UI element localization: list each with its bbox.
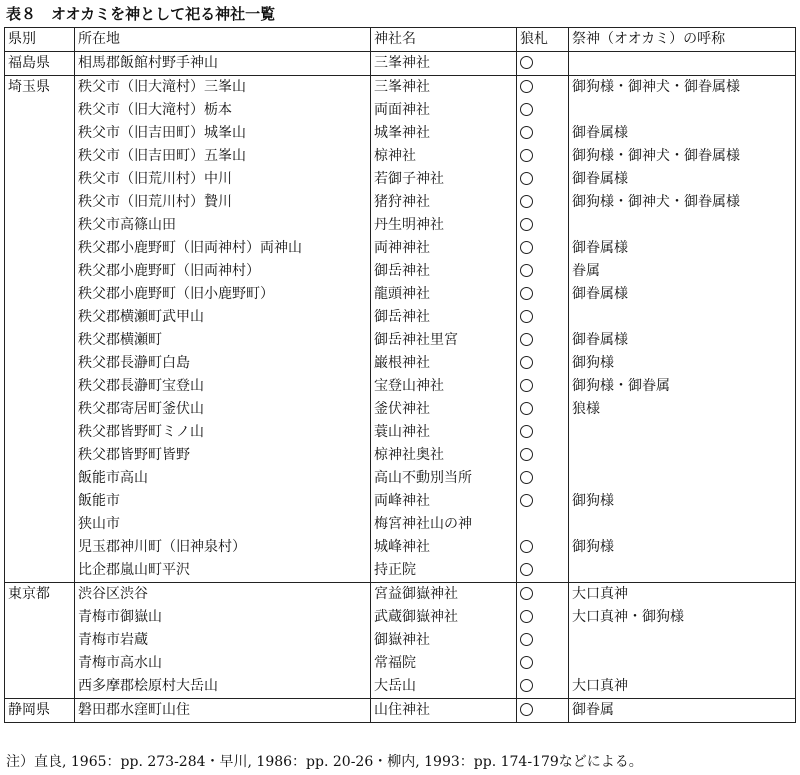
circle-mark-icon — [520, 218, 533, 231]
circle-mark-icon — [520, 656, 533, 669]
location-cell: 児玉郡神川町（旧神泉村） — [75, 536, 371, 559]
header-location: 所在地 — [75, 28, 371, 52]
shrine-table — [4, 27, 796, 723]
prefecture-cell — [5, 421, 75, 444]
prefecture-cell — [5, 444, 75, 467]
table-row — [5, 52, 796, 76]
prefecture-cell — [5, 559, 75, 583]
deity-name-cell: 御狗様・御神犬・御眷属様 — [569, 145, 796, 168]
location-cell: 青梅市高水山 — [75, 652, 371, 675]
wolf-talisman-cell — [517, 76, 569, 100]
circle-mark-icon — [520, 333, 533, 346]
deity-name-cell — [569, 214, 796, 237]
deity-name-cell: 御狗様・御神犬・御眷属様 — [569, 191, 796, 214]
table-row — [5, 467, 796, 490]
prefecture-cell — [5, 398, 75, 421]
prefecture-cell — [5, 237, 75, 260]
wolf-talisman-cell — [517, 122, 569, 145]
shrine-cell: 梅宮神社山の神 — [371, 513, 517, 536]
deity-name-cell: 御眷属様 — [569, 329, 796, 352]
location-cell: 秩父郡長瀞町白島 — [75, 352, 371, 375]
location-cell: 相馬郡飯館村野手神山 — [75, 52, 371, 76]
table-row — [5, 421, 796, 444]
prefecture-cell: 静岡県 — [5, 699, 75, 723]
prefecture-cell — [5, 122, 75, 145]
shrine-cell: 宮益御嶽神社 — [371, 583, 517, 607]
shrine-cell: 若御子神社 — [371, 168, 517, 191]
table-row — [5, 260, 796, 283]
prefecture-cell — [5, 214, 75, 237]
prefecture-cell — [5, 606, 75, 629]
shrine-cell: 常福院 — [371, 652, 517, 675]
location-cell: 秩父市高篠山田 — [75, 214, 371, 237]
location-cell: 渋谷区渋谷 — [75, 583, 371, 607]
location-cell: 狭山市 — [75, 513, 371, 536]
location-cell: 磐田郡水窪町山住 — [75, 699, 371, 723]
table-row — [5, 191, 796, 214]
circle-mark-icon — [520, 126, 533, 139]
table-row — [5, 99, 796, 122]
shrine-cell: 三峯神社 — [371, 76, 517, 100]
wolf-talisman-cell — [517, 444, 569, 467]
prefecture-cell — [5, 306, 75, 329]
wolf-talisman-cell — [517, 513, 569, 536]
table-row — [5, 306, 796, 329]
prefecture-cell — [5, 513, 75, 536]
wolf-talisman-cell — [517, 398, 569, 421]
circle-mark-icon — [520, 540, 533, 553]
table-row — [5, 606, 796, 629]
prefecture-cell — [5, 329, 75, 352]
circle-mark-icon — [520, 402, 533, 415]
wolf-talisman-cell — [517, 99, 569, 122]
shrine-cell: 三峯神社 — [371, 52, 517, 76]
table-row — [5, 652, 796, 675]
shrine-cell: 城峰神社 — [371, 536, 517, 559]
wolf-talisman-cell — [517, 329, 569, 352]
table-row — [5, 145, 796, 168]
circle-mark-icon — [520, 610, 533, 623]
table-title: 表８ オオカミを神として祀る神社一覧 — [6, 5, 276, 23]
location-cell: 青梅市岩蔵 — [75, 629, 371, 652]
shrine-cell: 釜伏神社 — [371, 398, 517, 421]
prefecture-cell — [5, 652, 75, 675]
location-cell: 秩父市（旧大滝村）栃本 — [75, 99, 371, 122]
table-row — [5, 283, 796, 306]
wolf-talisman-cell — [517, 652, 569, 675]
deity-name-cell: 御狗様 — [569, 490, 796, 513]
wolf-talisman-cell — [517, 421, 569, 444]
location-cell: 飯能市 — [75, 490, 371, 513]
deity-name-cell: 御眷属様 — [569, 168, 796, 191]
circle-mark-icon — [520, 195, 533, 208]
deity-name-cell: 大口真神・御狗様 — [569, 606, 796, 629]
shrine-cell: 武蔵御嶽神社 — [371, 606, 517, 629]
table-row — [5, 629, 796, 652]
deity-name-cell: 大口真神 — [569, 583, 796, 607]
header-deity-name: 祭神（オオカミ）の呼称 — [569, 28, 796, 52]
circle-mark-icon — [520, 633, 533, 646]
table-row — [5, 583, 796, 607]
prefecture-cell — [5, 490, 75, 513]
wolf-talisman-cell — [517, 467, 569, 490]
prefecture-cell — [5, 168, 75, 191]
table-row — [5, 214, 796, 237]
circle-mark-icon — [520, 149, 533, 162]
table-row — [5, 444, 796, 467]
shrine-cell: 両神神社 — [371, 237, 517, 260]
prefecture-cell: 東京都 — [5, 583, 75, 607]
table-row — [5, 352, 796, 375]
prefecture-cell: 埼玉県 — [5, 76, 75, 100]
shrine-cell: 両面神社 — [371, 99, 517, 122]
location-cell: 秩父郡皆野町皆野 — [75, 444, 371, 467]
location-cell: 秩父市（旧吉田町）城峯山 — [75, 122, 371, 145]
source-note: 注）直良, 1965：pp. 273-284・早川, 1986：pp. 20-26・柳内, 1993：pp. 174-179などによる。 — [6, 754, 643, 770]
wolf-talisman-cell — [517, 145, 569, 168]
table-row — [5, 329, 796, 352]
prefecture-cell — [5, 352, 75, 375]
circle-mark-icon — [520, 587, 533, 600]
prefecture-cell — [5, 675, 75, 699]
shrine-cell: 両峰神社 — [371, 490, 517, 513]
shrine-cell: 椋神社 — [371, 145, 517, 168]
deity-name-cell — [569, 629, 796, 652]
wolf-talisman-cell — [517, 191, 569, 214]
table-body — [5, 52, 796, 723]
shrine-cell: 御嶽神社 — [371, 629, 517, 652]
location-cell: 青梅市御嶽山 — [75, 606, 371, 629]
deity-name-cell — [569, 652, 796, 675]
wolf-talisman-cell — [517, 675, 569, 699]
circle-mark-icon — [520, 356, 533, 369]
circle-mark-icon — [520, 494, 533, 507]
location-cell: 秩父郡横瀬町 — [75, 329, 371, 352]
deity-name-cell: 御眷属様 — [569, 237, 796, 260]
table-row — [5, 237, 796, 260]
wolf-talisman-cell — [517, 583, 569, 607]
wolf-talisman-cell — [517, 168, 569, 191]
shrine-cell: 巌根神社 — [371, 352, 517, 375]
shrine-cell: 御岳神社 — [371, 260, 517, 283]
location-cell: 飯能市高山 — [75, 467, 371, 490]
header-wolf-talisman: 狼札 — [517, 28, 569, 52]
deity-name-cell — [569, 99, 796, 122]
deity-name-cell: 御眷属様 — [569, 283, 796, 306]
deity-name-cell — [569, 52, 796, 76]
location-cell: 秩父郡小鹿野町（旧小鹿野町） — [75, 283, 371, 306]
shrine-cell: 城峯神社 — [371, 122, 517, 145]
wolf-talisman-cell — [517, 352, 569, 375]
deity-name-cell — [569, 513, 796, 536]
shrine-cell: 龍頭神社 — [371, 283, 517, 306]
prefecture-cell — [5, 260, 75, 283]
shrine-cell: 高山不動別当所 — [371, 467, 517, 490]
circle-mark-icon — [520, 56, 533, 69]
circle-mark-icon — [520, 287, 533, 300]
header-shrine: 神社名 — [371, 28, 517, 52]
deity-name-cell: 御狗様・御眷属 — [569, 375, 796, 398]
circle-mark-icon — [520, 448, 533, 461]
deity-name-cell: 御狗様 — [569, 352, 796, 375]
prefecture-cell — [5, 191, 75, 214]
table-row — [5, 699, 796, 723]
location-cell: 比企郡嵐山町平沢 — [75, 559, 371, 583]
location-cell: 秩父郡横瀬町武甲山 — [75, 306, 371, 329]
table-row — [5, 513, 796, 536]
deity-name-cell: 眷属 — [569, 260, 796, 283]
table-row — [5, 76, 796, 100]
table-header-row — [5, 28, 796, 52]
table-row — [5, 675, 796, 699]
shrine-cell: 猪狩神社 — [371, 191, 517, 214]
wolf-talisman-cell — [517, 237, 569, 260]
prefecture-cell — [5, 375, 75, 398]
deity-name-cell: 御狗様 — [569, 536, 796, 559]
deity-name-cell: 大口真神 — [569, 675, 796, 699]
circle-mark-icon — [520, 471, 533, 484]
location-cell: 秩父郡長瀞町宝登山 — [75, 375, 371, 398]
circle-mark-icon — [520, 679, 533, 692]
wolf-talisman-cell — [517, 306, 569, 329]
deity-name-cell — [569, 306, 796, 329]
location-cell: 秩父郡皆野町ミノ山 — [75, 421, 371, 444]
circle-mark-icon — [520, 310, 533, 323]
prefecture-cell — [5, 99, 75, 122]
wolf-talisman-cell — [517, 606, 569, 629]
shrine-cell: 丹生明神社 — [371, 214, 517, 237]
deity-name-cell: 狼様 — [569, 398, 796, 421]
wolf-talisman-cell — [517, 214, 569, 237]
wolf-talisman-cell — [517, 559, 569, 583]
location-cell: 西多摩郡桧原村大岳山 — [75, 675, 371, 699]
location-cell: 秩父市（旧荒川村）中川 — [75, 168, 371, 191]
circle-mark-icon — [520, 563, 533, 576]
wolf-talisman-cell — [517, 490, 569, 513]
location-cell: 秩父市（旧大滝村）三峯山 — [75, 76, 371, 100]
circle-mark-icon — [520, 264, 533, 277]
location-cell: 秩父郡小鹿野町（旧両神村）両神山 — [75, 237, 371, 260]
deity-name-cell: 御眷属 — [569, 699, 796, 723]
deity-name-cell — [569, 559, 796, 583]
wolf-talisman-cell — [517, 375, 569, 398]
prefecture-cell: 福島県 — [5, 52, 75, 76]
circle-mark-icon — [520, 103, 533, 116]
shrine-cell: 蓑山神社 — [371, 421, 517, 444]
shrine-cell: 御岳神社 — [371, 306, 517, 329]
table-row — [5, 375, 796, 398]
shrine-cell: 御岳神社里宮 — [371, 329, 517, 352]
shrine-cell: 山住神社 — [371, 699, 517, 723]
circle-mark-icon — [520, 703, 533, 716]
deity-name-cell: 御眷属様 — [569, 122, 796, 145]
wolf-talisman-cell — [517, 536, 569, 559]
location-cell: 秩父市（旧荒川村）贄川 — [75, 191, 371, 214]
shrine-cell: 大岳山 — [371, 675, 517, 699]
prefecture-cell — [5, 629, 75, 652]
location-cell: 秩父郡寄居町釜伏山 — [75, 398, 371, 421]
table-row — [5, 536, 796, 559]
wolf-talisman-cell — [517, 699, 569, 723]
table-row — [5, 490, 796, 513]
circle-mark-icon — [520, 241, 533, 254]
deity-name-cell — [569, 444, 796, 467]
wolf-talisman-cell — [517, 52, 569, 76]
shrine-cell: 椋神社奥社 — [371, 444, 517, 467]
location-cell: 秩父市（旧吉田町）五峯山 — [75, 145, 371, 168]
shrine-cell: 持正院 — [371, 559, 517, 583]
wolf-talisman-cell — [517, 283, 569, 306]
table-row — [5, 168, 796, 191]
circle-mark-icon — [520, 80, 533, 93]
prefecture-cell — [5, 536, 75, 559]
wolf-talisman-cell — [517, 260, 569, 283]
deity-name-cell — [569, 421, 796, 444]
header-prefecture: 県別 — [5, 28, 75, 52]
wolf-talisman-cell — [517, 629, 569, 652]
deity-name-cell — [569, 467, 796, 490]
location-cell: 秩父郡小鹿野町（旧両神村） — [75, 260, 371, 283]
table-row — [5, 559, 796, 583]
prefecture-cell — [5, 283, 75, 306]
table-row — [5, 122, 796, 145]
circle-mark-icon — [520, 379, 533, 392]
shrine-cell: 宝登山神社 — [371, 375, 517, 398]
circle-mark-icon — [520, 425, 533, 438]
prefecture-cell — [5, 145, 75, 168]
table-row — [5, 398, 796, 421]
circle-mark-icon — [520, 172, 533, 185]
deity-name-cell: 御狗様・御神犬・御眷属様 — [569, 76, 796, 100]
prefecture-cell — [5, 467, 75, 490]
